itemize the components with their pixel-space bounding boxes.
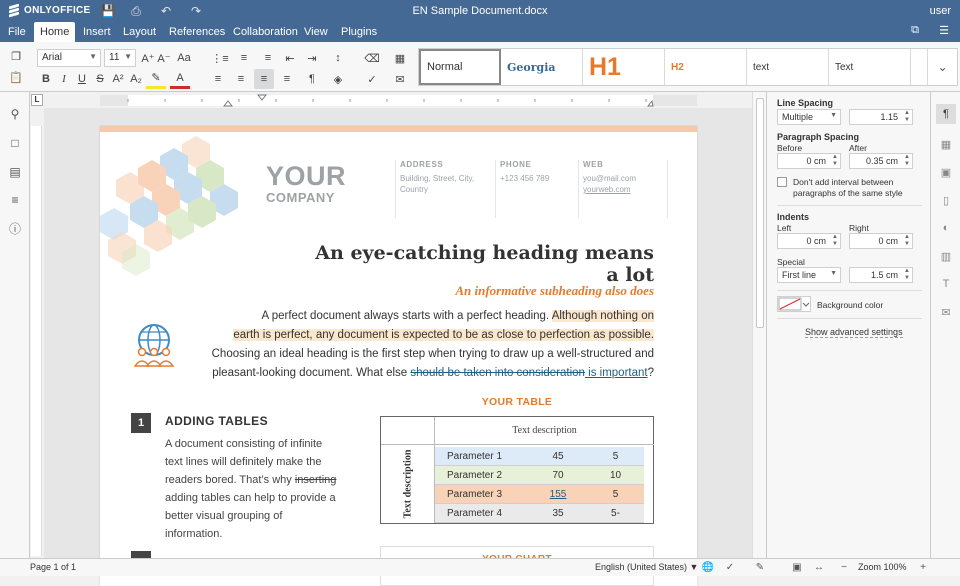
highlight-color-icon[interactable]: ✎ (146, 69, 166, 89)
justify-icon[interactable]: ≡ (283, 73, 291, 85)
bold-button[interactable]: B (42, 73, 50, 85)
increase-indent-icon[interactable]: ⇥ (307, 52, 317, 65)
indent-left-label: Left (777, 223, 792, 233)
clear-style-icon[interactable]: ⌫ (364, 52, 380, 65)
document-canvas[interactable] (44, 108, 752, 558)
about-icon[interactable]: ⓘ (8, 221, 21, 236)
panel-divider (777, 290, 922, 291)
table-settings-icon[interactable]: ▦ (940, 138, 952, 151)
no-interval-label: Don't add interval between paragraphs of the same style (793, 177, 903, 198)
numbering-icon[interactable]: ≡ (240, 52, 248, 64)
style-h2[interactable]: H2 (665, 49, 747, 85)
table-cell: 70 (529, 466, 587, 485)
font-name-select[interactable]: Arial ▼ (37, 49, 101, 67)
contact-email: you@mail.com (583, 174, 637, 183)
zoom-out-icon[interactable]: − (841, 562, 847, 573)
navigation-icon[interactable]: ≡ (11, 193, 19, 207)
table-cell: 35 (529, 504, 587, 523)
table-vertical-label: Text description (402, 449, 414, 519)
horizontal-ruler[interactable] (100, 95, 697, 106)
table-cell: 155 (529, 485, 587, 504)
style-normal[interactable]: Normal (419, 49, 501, 85)
contact-address-line: Country (400, 185, 429, 194)
document-title: EN Sample Document.docx (412, 5, 548, 17)
indents-label: Indents (777, 212, 810, 222)
table-cell: 5 (587, 485, 644, 504)
shape-settings-icon[interactable]: ◐ (942, 222, 950, 234)
para-text: A perfect document always starts with a perfect heading. (261, 310, 552, 322)
tab-home[interactable]: Home (34, 22, 75, 42)
table-vertical-header (381, 445, 435, 523)
tab-plugins[interactable]: Plugins (341, 26, 378, 38)
tab-file[interactable]: File (8, 26, 26, 38)
main-toolbar (0, 42, 960, 92)
table-row[interactable] (435, 466, 644, 485)
horizontal-ruler-track (128, 95, 653, 106)
user-name[interactable]: user (929, 5, 951, 17)
section-text[interactable] (165, 435, 340, 543)
mail-merge-icon[interactable]: ✉ (395, 73, 405, 86)
document-language-icon[interactable]: 🌐 (701, 562, 715, 573)
company-logo-text (266, 162, 346, 205)
nonprinting-characters-icon[interactable]: ¶ (309, 73, 315, 85)
left-sidebar (0, 92, 30, 558)
ruler-ticks (128, 95, 653, 106)
status-bar (0, 558, 960, 576)
style-text-upper[interactable]: Text (829, 49, 911, 85)
decrease-indent-icon[interactable]: ⇤ (285, 52, 295, 65)
menu-icon[interactable]: ☰ (939, 25, 949, 37)
company-line-1: YOUR (266, 161, 347, 191)
tab-stop-selector[interactable]: L (31, 94, 43, 106)
table-cell: 10 (587, 466, 644, 485)
paragraph-settings-icon[interactable]: ¶ (936, 104, 956, 124)
section-text-run: adding tables can help to provide a better visual grouping of information. (165, 492, 336, 540)
line-spacing-input[interactable]: 1.15 ▲ ▼ (849, 109, 913, 125)
multilevel-list-icon[interactable]: ≡ (264, 52, 272, 64)
para-text: Choosing an ideal heading is the first step when trying to draw up a well-structured and (211, 348, 654, 360)
align-left-icon[interactable]: ≡ (214, 73, 222, 85)
table-cell: Parameter 2 (435, 466, 529, 485)
page-counter[interactable]: Page 1 of 1 (30, 562, 77, 572)
vertical-ruler[interactable] (31, 126, 42, 556)
subscript-button[interactable]: A₂ (130, 73, 142, 85)
tab-collaboration[interactable]: Collaboration (233, 26, 298, 38)
indent-right-label: Right (849, 223, 869, 233)
body-paragraph[interactable] (200, 307, 654, 383)
tab-references[interactable]: References (169, 26, 226, 38)
font-size-select[interactable]: 11 ▼ (104, 49, 136, 67)
tab-view[interactable]: View (304, 26, 328, 38)
contact-web-header: WEB (583, 160, 604, 169)
comments-icon[interactable]: □ (11, 136, 19, 150)
para-highlight: Although nothing on (551, 310, 654, 322)
contact-website[interactable]: yourweb.com (583, 185, 631, 194)
zoom-in-icon[interactable]: + (920, 562, 926, 573)
indent-left-input[interactable]: 0 cm ▲ ▼ (777, 233, 841, 249)
style-text-lower[interactable]: text (747, 49, 829, 85)
contact-phone-line: +123 456 789 (500, 174, 550, 183)
underline-button[interactable]: U (78, 73, 86, 85)
table-cell: Parameter 1 (435, 447, 529, 466)
contact-address-line: Building, Street, City, (400, 174, 475, 183)
line-spacing-mode-select[interactable]: Multiple ▼ (777, 109, 841, 125)
undo-icon[interactable]: ↶ (160, 4, 172, 18)
fit-page-icon[interactable]: ▣ (792, 562, 802, 573)
background-color-label: Background color (817, 300, 884, 310)
paste-icon[interactable]: 📋 (9, 71, 23, 84)
table-row[interactable] (435, 504, 644, 523)
indent-right-input[interactable]: 0 cm ▲ ▼ (849, 233, 913, 249)
section-text-run: A document consisting of infinite text lines will definitely make the readers bored. That’s why (165, 438, 323, 486)
copy-style-icon[interactable]: ✓ (367, 73, 377, 86)
table-cell: Parameter 3 (435, 485, 529, 504)
strikethrough-button[interactable]: S (96, 73, 104, 85)
menu-tab-bar (0, 22, 960, 42)
show-advanced-settings-link[interactable]: Show advanced settings (805, 327, 903, 337)
before-label: Before (777, 143, 803, 153)
superscript-button[interactable]: A² (112, 73, 124, 85)
scrollbar-thumb[interactable] (756, 98, 764, 328)
section-deleted-text: inserting (294, 474, 337, 486)
increase-font-button[interactable]: A⁺ (141, 52, 155, 65)
app-name: ONLYOFFICE (24, 4, 91, 16)
style-h1[interactable]: H1 (583, 49, 665, 85)
panel-divider (777, 205, 922, 206)
table-title[interactable]: YOUR TABLE (481, 396, 553, 408)
para-highlight: earth is perfect, any document is expected to be as close to perfection as possible. (233, 329, 654, 341)
table-description-header: Text description (435, 417, 654, 445)
table-cell: 45 (529, 447, 587, 466)
tab-layout[interactable]: Layout (123, 26, 157, 38)
styles-gallery (418, 48, 958, 86)
document-page[interactable] (100, 126, 697, 586)
decrease-font-button[interactable]: A⁻ (157, 52, 171, 65)
chat-icon[interactable]: ▤ (9, 165, 21, 179)
search-icon[interactable]: ⚲ (10, 107, 20, 121)
line-spacing-icon[interactable]: ↕ (335, 52, 341, 64)
title-bar (0, 0, 960, 22)
spell-check-icon[interactable]: ✓ (725, 562, 735, 573)
open-location-icon[interactable]: ⧉ (911, 24, 919, 36)
redo-icon[interactable]: ↷ (190, 4, 202, 18)
right-sidebar (930, 92, 960, 558)
change-case-button[interactable]: Aa (177, 52, 191, 64)
track-changes-icon[interactable]: ✎ (755, 562, 765, 573)
spacing-after-input[interactable]: 0.35 cm ▲ ▼ (849, 153, 913, 169)
tab-insert[interactable]: Insert (83, 26, 111, 38)
paragraph-settings-panel (766, 92, 930, 558)
italic-button[interactable]: I (62, 73, 66, 85)
align-right-icon[interactable]: ≡ (254, 69, 274, 89)
bullets-icon[interactable]: ⋮≡ (211, 52, 229, 65)
table-corner-cell (381, 417, 435, 445)
vertical-scrollbar[interactable] (752, 92, 766, 558)
hexagon-decoration (100, 132, 240, 280)
special-indent-input[interactable]: 1.5 cm ▲ ▼ (849, 267, 913, 283)
panel-divider (777, 318, 922, 319)
para-deleted-text: should be taken into consideration (410, 367, 585, 379)
language-select[interactable]: English (United States) ▼ (595, 562, 699, 572)
contact-address (395, 160, 495, 218)
para-text: pleasant-looking document. What else (212, 367, 411, 379)
after-label: After (849, 143, 867, 153)
align-center-icon[interactable]: ≡ (237, 73, 245, 85)
spacing-before-input[interactable]: 0 cm ▲ ▼ (777, 153, 841, 169)
mail-merge-settings-icon[interactable]: ✉ (941, 306, 951, 319)
table-row[interactable] (435, 485, 644, 504)
no-color-icon (778, 297, 810, 311)
special-label: Special (777, 257, 805, 267)
shading-icon[interactable]: ◈ (333, 73, 343, 86)
contact-phone-header: PHONE (500, 160, 532, 169)
save-icon[interactable]: 💾 (100, 4, 116, 18)
company-line-2: COMPANY (266, 190, 335, 205)
font-color-icon[interactable]: A (170, 69, 190, 89)
contact-address-header: ADDRESS (400, 160, 444, 169)
paragraph-spacing-label: Paragraph Spacing (777, 132, 860, 142)
table-cell: 5- (587, 504, 644, 523)
style-georgia[interactable]: Georgia (501, 49, 583, 85)
contact-web (578, 160, 668, 218)
para-inserted-text: is important (584, 367, 648, 379)
globe-people-icon (130, 322, 178, 370)
borders-icon[interactable]: ▦ (394, 52, 406, 65)
background-color-picker[interactable] (777, 296, 811, 312)
document-heading[interactable]: An eye-catching heading means a lot (315, 242, 654, 286)
data-table[interactable] (380, 416, 654, 524)
document-subheading[interactable]: An informative subheading also does (455, 283, 654, 298)
special-indent-select[interactable]: First line ▼ (777, 267, 841, 283)
chart-settings-icon[interactable]: ▥ (940, 250, 952, 263)
text-art-settings-icon[interactable]: T (942, 278, 950, 290)
line-spacing-label: Line Spacing (777, 98, 834, 108)
fit-width-icon[interactable]: ↔ (814, 562, 824, 573)
zoom-level: Zoom 100% (858, 562, 907, 572)
table-cell: Parameter 4 (435, 504, 529, 523)
para-text: ? (647, 367, 654, 379)
no-interval-checkbox[interactable] (777, 177, 787, 187)
contact-phone (495, 160, 578, 218)
table-row[interactable] (435, 447, 644, 466)
section-title[interactable]: ADDING TABLES (165, 414, 268, 428)
table-cell: 5 (587, 447, 644, 466)
section-number: 1 (131, 413, 151, 433)
header-footer-settings-icon[interactable]: ▯ (942, 194, 950, 207)
print-icon[interactable]: ⎙ (131, 3, 141, 18)
copy-icon[interactable]: ❐ (11, 50, 21, 63)
image-settings-icon[interactable]: ▣ (940, 166, 952, 179)
styles-expand-icon[interactable]: ⌄ (927, 49, 957, 85)
